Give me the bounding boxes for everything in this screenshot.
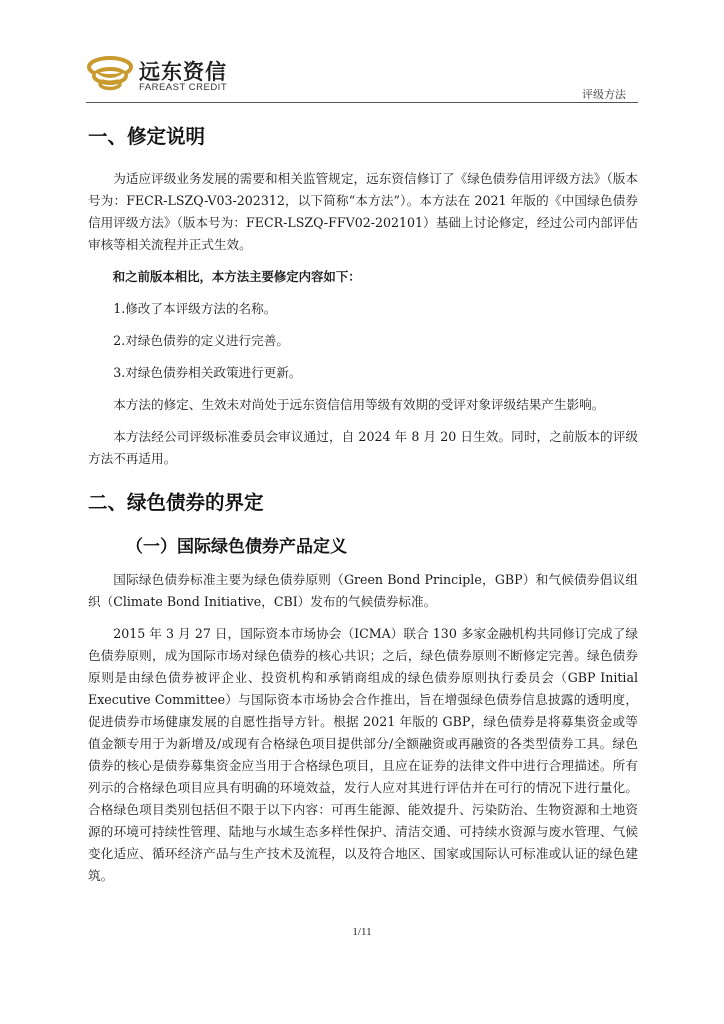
revision-item: 1.修改了本评级方法的名称。	[113, 301, 277, 316]
paragraph: 2015 年 3 月 27 日，国际资本市场协会（ICMA）联合 130 多家金融机构共同修订完成了绿色债券原则，成为国际市场对绿色债券的核心共识；之后，绿色债券原则不断修定完善。绿色债券原则是由绿色债券被评企业、投资机构和承销商组成的绿色债券原则执行委员会（GBP Initial Executive Committee）与国际资本市场协会合作推出，旨在增强绿色债券信息披露的透明度，促进债券市场健康发展的自愿性指导方针。根据 2021 年版的 GBP，绿色债券是将募集资金或等值金额专用于为新增及/或现有合格绿色项目提供部分/全额融资或再融资的各类型债券工具。绿色债券的核心是债券募集资金应当用于合格绿色项目，且应在证券的法律文件中进行合理描述。所有列示的合格绿色项目应具有明确的环境效益，发行人应对其进行评估并在可行的情况下进行量化。合格绿色项目类别包括但不限于以下内容：可再生能源、能效提升、污染防治、生物资源和土地资源的环境可持续性管理、陆地与水域生态多样性保护、清洁交通、可持续水资源与废水管理、气候变化适应、循环经济产品与生产技术及流程，以及符合地区、国家或国际认可标准或认证的绿色建筑。	[88, 626, 638, 883]
document-type-label: 评级方法	[582, 88, 626, 101]
logo-english-name: FAREAST CREDIT	[139, 82, 228, 93]
section-title-definition: 二、绿色债券的界定	[88, 491, 264, 514]
paragraph: 本方法经公司评级标准委员会审议通过，自 2024 年 8 月 20 日生效。同时，之前版本的评级方法不再适用。	[88, 429, 638, 466]
page-number: 1/11	[352, 926, 372, 938]
section-title-revision: 一、修定说明	[88, 125, 206, 148]
fareast-logo-icon	[86, 55, 134, 95]
paragraph: 国际绿色债券标准主要为绿色债券原则（Green Bond Principle，GBP）和气候债券倡议组织（Climate Bond Initiative，CBI）发布的气候债券标准。	[88, 572, 638, 609]
page-header	[0, 0, 724, 110]
document-body	[88, 118, 638, 899]
header-divider	[86, 102, 638, 103]
revision-item: 3.对绿色债券相关政策进行更新。	[113, 365, 302, 380]
paragraph: 本方法的修定、生效未对尚处于远东资信信用等级有效期的受评对象评级结果产生影响。	[113, 397, 605, 412]
logo-chinese-name: 远东资信	[139, 60, 227, 84]
subsection-title: （一）国际绿色债券产品定义	[126, 537, 347, 557]
revision-item: 2.对绿色债券的定义进行完善。	[113, 333, 289, 348]
revision-lead: 和之前版本相比，本方法主要修定内容如下：	[112, 269, 361, 284]
paragraph: 为适应评级业务发展的需要和相关监管规定，远东资信修订了《绿色债券信用评级方法》（版本号为：FECR-LSZQ-V03-202312，以下简称“本方法”）。本方法在 2021 年版的《中国绿色债券信用评级方法》（版本号为：FECR-LSZQ-FFV02-202101）基础上讨论修定，经过公司内部评估审核等相关流程并正式生效。	[88, 171, 638, 252]
